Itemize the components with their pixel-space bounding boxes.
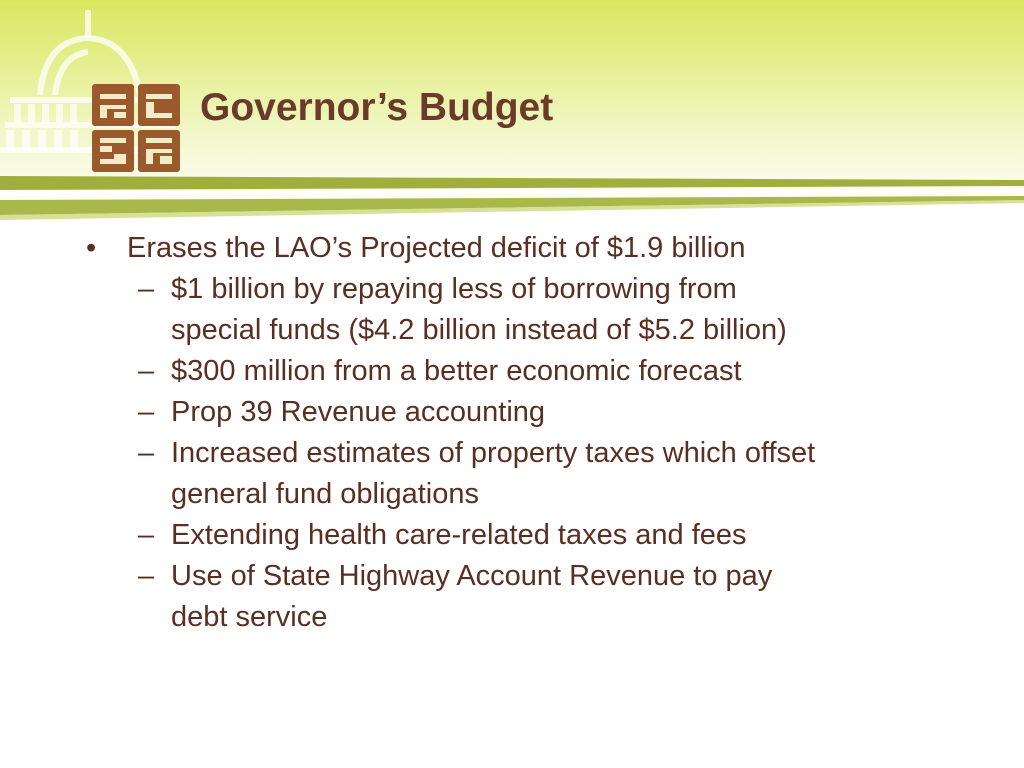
sub-bullet-text: debt service	[171, 601, 328, 633]
sub-bullet-text: Use of State Highway Account Revenue to pay	[171, 560, 773, 592]
sub-bullet-text: $1 billion by repaying less of borrowing from	[171, 273, 737, 305]
sub-bullet	[86, 392, 951, 433]
slide-title: Governor’s Budget	[200, 86, 554, 129]
acsa-logo	[92, 84, 182, 174]
sub-bullet-text: special funds ($4.2 billion instead of $5.2 billion)	[171, 314, 787, 346]
sub-bullet-mark: –	[138, 273, 155, 305]
sub-bullet	[86, 269, 951, 351]
sub-bullet-text: $300 million from a better economic forecast	[171, 355, 742, 387]
slide-body	[86, 228, 986, 638]
sub-bullet-mark: –	[138, 560, 155, 592]
sub-bullet-text: Increased estimates of property taxes which offset	[171, 437, 816, 469]
sub-bullet-text: general fund obligations	[171, 478, 479, 510]
sub-bullet-mark: –	[138, 396, 155, 428]
header-divider-bands	[0, 170, 1024, 220]
sub-bullet-mark: –	[138, 437, 155, 469]
sub-bullet-list	[86, 269, 986, 638]
main-bullet-text: Erases the LAO’s Projected deficit of $1.9 billion	[127, 232, 746, 264]
sub-bullet	[86, 351, 951, 392]
sub-bullet	[86, 556, 951, 638]
main-bullet	[86, 228, 986, 269]
sub-bullet-text: Extending health care-related taxes and fees	[171, 519, 747, 551]
sub-bullet-mark: –	[138, 519, 155, 551]
bullet-mark: •	[86, 232, 97, 264]
sub-bullet	[86, 433, 951, 515]
sub-bullet	[86, 515, 951, 556]
sub-bullet-mark: –	[138, 355, 155, 387]
sub-bullet-text: Prop 39 Revenue accounting	[171, 396, 546, 428]
